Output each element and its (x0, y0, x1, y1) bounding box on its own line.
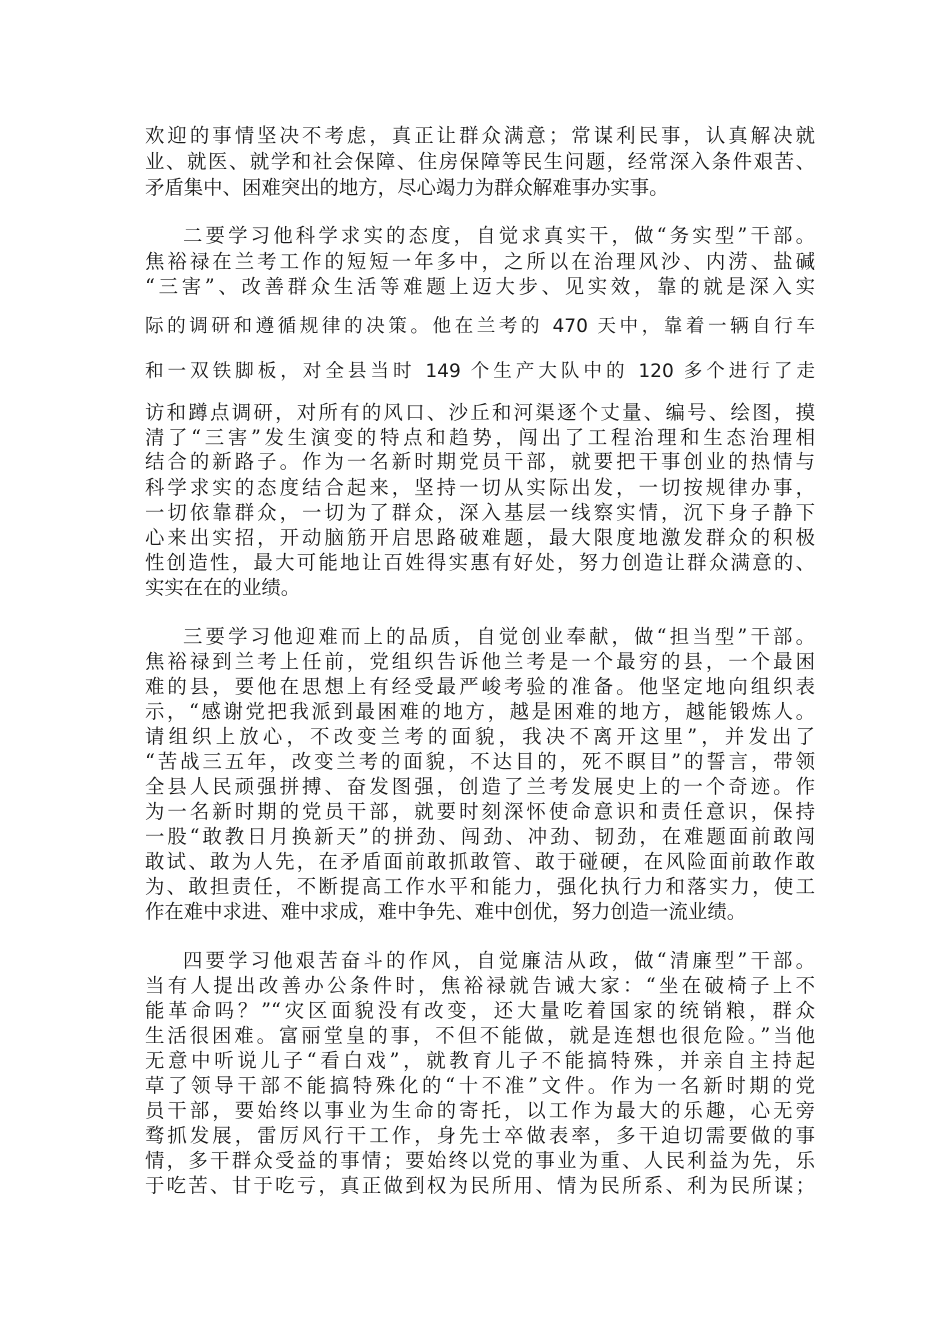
paragraph-line: 清了“三害”发生演变的特点和趋势，闯出了工程治理和生态治理相 (145, 426, 815, 449)
paragraph-line: 心来出实招，开动脑筋开启思路破难题，最大限度地激发群众的积极 (145, 526, 815, 549)
paragraph-line: 为、敢担责任，不断提高工作水平和能力，强化执行力和落实力，使工 (145, 875, 815, 898)
paragraph-line: 情，多干群众受益的事情；要始终以党的事业为重、人民利益为先，乐 (145, 1149, 815, 1172)
paragraph-line: 骛抓发展，雷厉风行干工作，身先士卒做表率，多干迫切需要做的事 (145, 1124, 815, 1147)
paragraph-line: 业、就医、就学和社会保障、住房保障等民生问题，经常深入条件艰苦、 (145, 150, 815, 173)
paragraph-line: 员干部，要始终以事业为生命的寄托，以工作为最大的乐趣，心无旁 (145, 1099, 815, 1122)
paragraph-line: 一股“敢教日月换新天”的拼劲、闯劲、冲劲、韧劲，在难题面前敢闯 (145, 825, 815, 848)
paragraph-line: 为一名新时期的党员干部，就要时刻深怀使命意识和责任意识，保持 (145, 800, 815, 823)
paragraph-line: 能革命吗？”“灾区面貌没有改变，还大量吃着国家的统销粮，群众 (145, 999, 815, 1022)
paragraph-line: 访和蹲点调研，对所有的风口、沙丘和河渠逐个丈量、编号、绘图，摸 (145, 401, 815, 424)
paragraph-line: 全县人民顽强拼搏、奋发图强，创造了兰考发展史上的一个奇迹。作 (145, 775, 815, 798)
paragraph-line: 四要学习他艰苦奋斗的作风，自觉廉洁从政，做“清廉型”干部。 (183, 949, 815, 972)
paragraph-line: 于吃苦、甘于吃亏，真正做到权为民所用、情为民所系、利为民所谋； (145, 1174, 815, 1197)
paragraph-line: “三害”、改善群众生活等难题上迈大步、见实效，靠的就是深入实 (145, 275, 815, 298)
paragraph-line: 欢迎的事情坚决不考虑，真正让群众满意；常谋利民事，认真解决就 (145, 124, 815, 147)
paragraph-line: 敢试、敢为人先，在矛盾面前敢抓敢管、敢于碰硬，在风险面前敢作敢 (145, 850, 815, 873)
paragraph-line: 草了领导干部不能搞特殊化的“十不准”文件。作为一名新时期的党 (145, 1074, 815, 1097)
paragraph-line: 三要学习他迎难而上的品质，自觉创业奉献，做“担当型”干部。 (183, 625, 815, 648)
paragraph-line: 作在难中求进、难中求成，难中争先、难中创优，努力创造一流业绩。 (145, 900, 747, 923)
paragraph-line: 无意中听说儿子“看白戏”，就教育儿子不能搞特殊，并亲自主持起 (145, 1049, 815, 1072)
paragraph-line: 难的县，要他在思想上有经受最严峻考验的准备。他坚定地向组织表 (145, 675, 815, 698)
paragraph-line: 请组织上放心，不改变兰考的面貌，我决不离开这里”，并发出了 (145, 725, 815, 748)
paragraph-line: 当有人提出改善办公条件时，焦裕禄就告诫大家：“坐在破椅子上不 (145, 974, 815, 997)
paragraph-line: 际的调研和遵循规律的决策。他在兰考的 470 天中，靠着一辆自行车 (145, 316, 815, 337)
paragraph-line: 矛盾集中、困难突出的地方，尽心竭力为群众解难事办实事。 (145, 176, 669, 199)
paragraph-line: 示，“感谢党把我派到最困难的地方，越是困难的地方，越能锻炼人。 (145, 700, 815, 723)
paragraph-line: 结合的新路子。作为一名新时期党员干部，就要把干事创业的热情与 (145, 450, 815, 473)
paragraph-line: 二要学习他科学求实的态度，自觉求真实干，做“务实型”干部。 (183, 224, 815, 247)
paragraph-line: 焦裕禄到兰考上任前，党组织告诉他兰考是一个最穷的县，一个最困 (145, 650, 815, 673)
paragraph-line: 和一双铁脚板，对全县当时 149 个生产大队中的 120 多个进行了走 (145, 361, 815, 382)
paragraph-line: 性创造性，最大可能地让百姓得实惠有好处，努力创造让群众满意的、 (145, 551, 815, 574)
paragraph-line: 实实在在的业绩。 (145, 576, 301, 599)
paragraph-line: 生活很困难。富丽堂皇的事，不但不能做，就是连想也很危险。”当他 (145, 1024, 815, 1047)
paragraph-line: 一切依靠群众，一切为了群众，深入基层一线察实情，沉下身子静下 (145, 501, 815, 524)
paragraph-line: “苦战三五年，改变兰考的面貌，不达目的，死不瞑目”的誓言，带领 (145, 750, 815, 773)
paragraph-line: 科学求实的态度结合起来，坚持一切从实际出发，一切按规律办事， (145, 476, 815, 499)
paragraph-line: 焦裕禄在兰考工作的短短一年多中，之所以在治理风沙、内涝、盐碱 (145, 250, 815, 273)
